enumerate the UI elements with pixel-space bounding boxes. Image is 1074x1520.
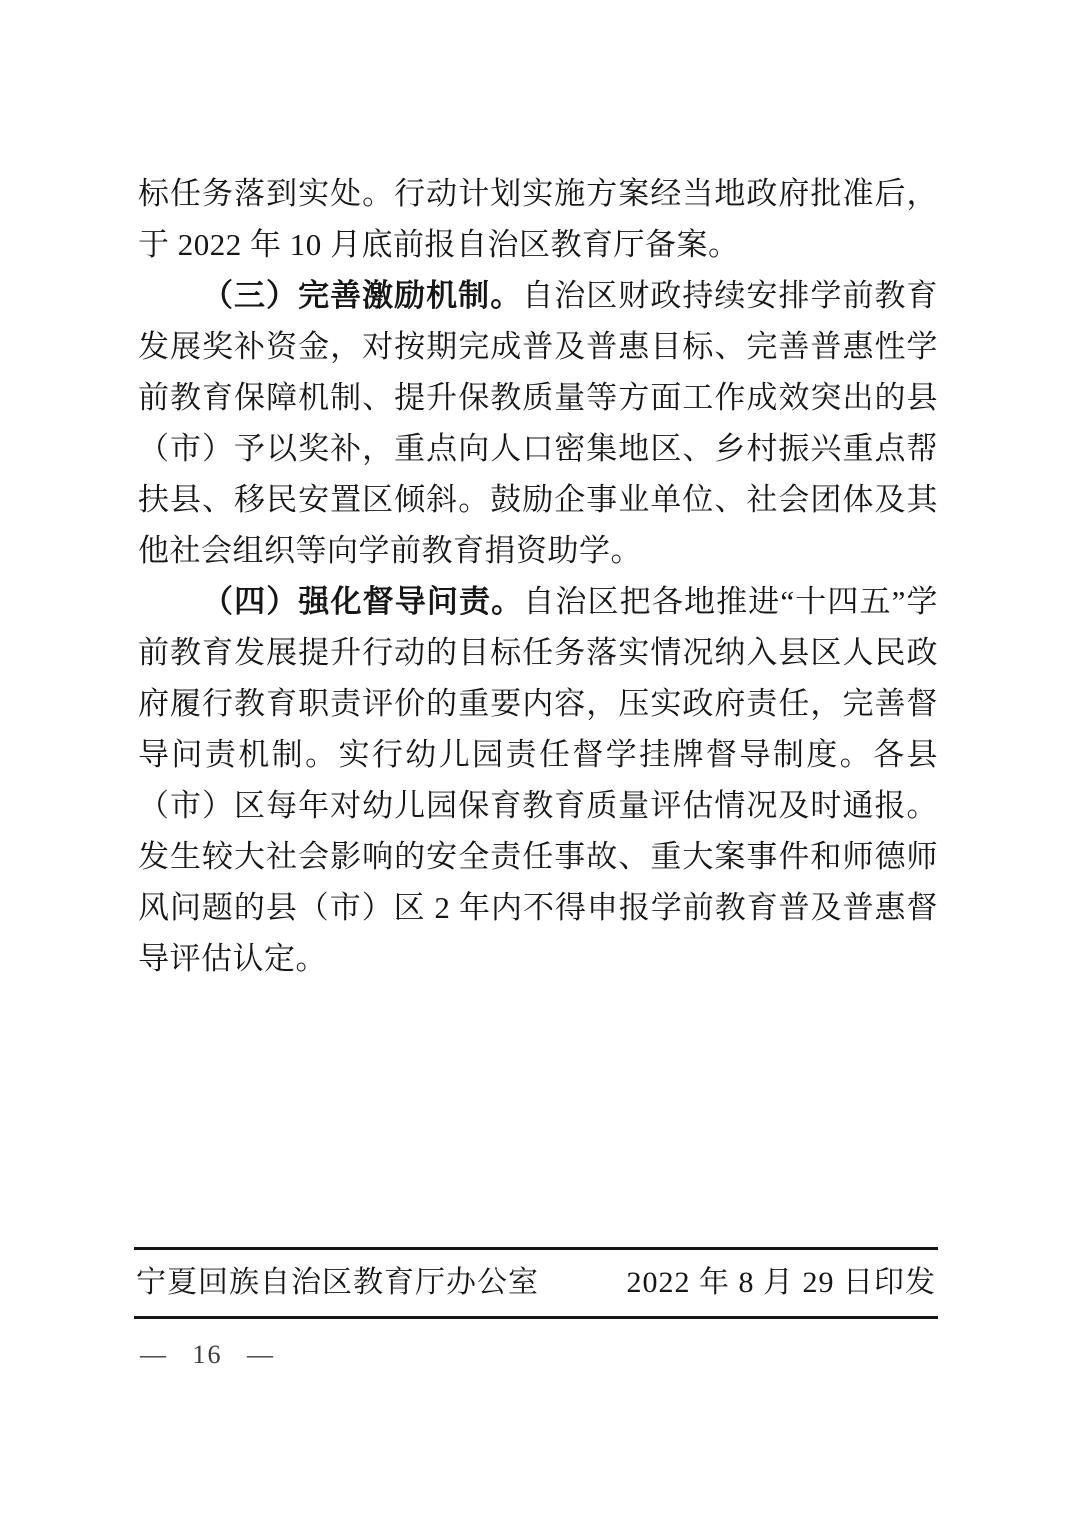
page-number: — 16 — bbox=[140, 1340, 275, 1369]
paragraph-text: 标任务落到实处。行动计划实施方案经当地政府批准后，于 2022 年 10 月底前报自治区教育厅备案。 bbox=[138, 176, 938, 262]
paragraph-heading: （三）完善激励机制。 bbox=[202, 278, 523, 313]
paragraph-item-4 bbox=[138, 576, 938, 984]
paragraph-text: 自治区把各地推进“十四五”学前教育发展提升行动的目标任务落实情况纳入县区人民政府履行教育职责评价的重要内容，压实政府责任，完善督导问责机制。实行幼儿园责任督学挂牌督导制度。各县（市）区每年对幼儿园保育教育质量评估情况及时通报。发生较大社会影响的安全责任事故、重大案事件和师德师风问题的县（市）区 2 年内不得申报学前教育普及普惠督导评估认定。 bbox=[138, 584, 938, 976]
footer-row bbox=[134, 1250, 938, 1316]
document-body bbox=[138, 168, 938, 984]
paragraph-heading: （四）强化督导问责。 bbox=[202, 584, 524, 619]
issuing-office: 宁夏回族自治区教育厅办公室 bbox=[136, 1266, 539, 1299]
paragraph-continuation bbox=[138, 168, 938, 270]
document-footer bbox=[134, 1247, 938, 1319]
footer-bottom-rule bbox=[134, 1316, 938, 1319]
paragraph-text: 自治区财政持续安排学前教育发展奖补资金，对按期完成普及普惠目标、完善普惠性学前教育保障机制、提升保教质量等方面工作成效突出的县（市）予以奖补，重点向人口密集地区、乡村振兴重点帮扶县、移民安置区倾斜。鼓励企事业单位、社会团体及其他社会组织等向学前教育捐资助学。 bbox=[138, 278, 939, 568]
paragraph-item-3 bbox=[138, 270, 938, 576]
print-date: 2022 年 8 月 29 日印发 bbox=[626, 1266, 936, 1299]
